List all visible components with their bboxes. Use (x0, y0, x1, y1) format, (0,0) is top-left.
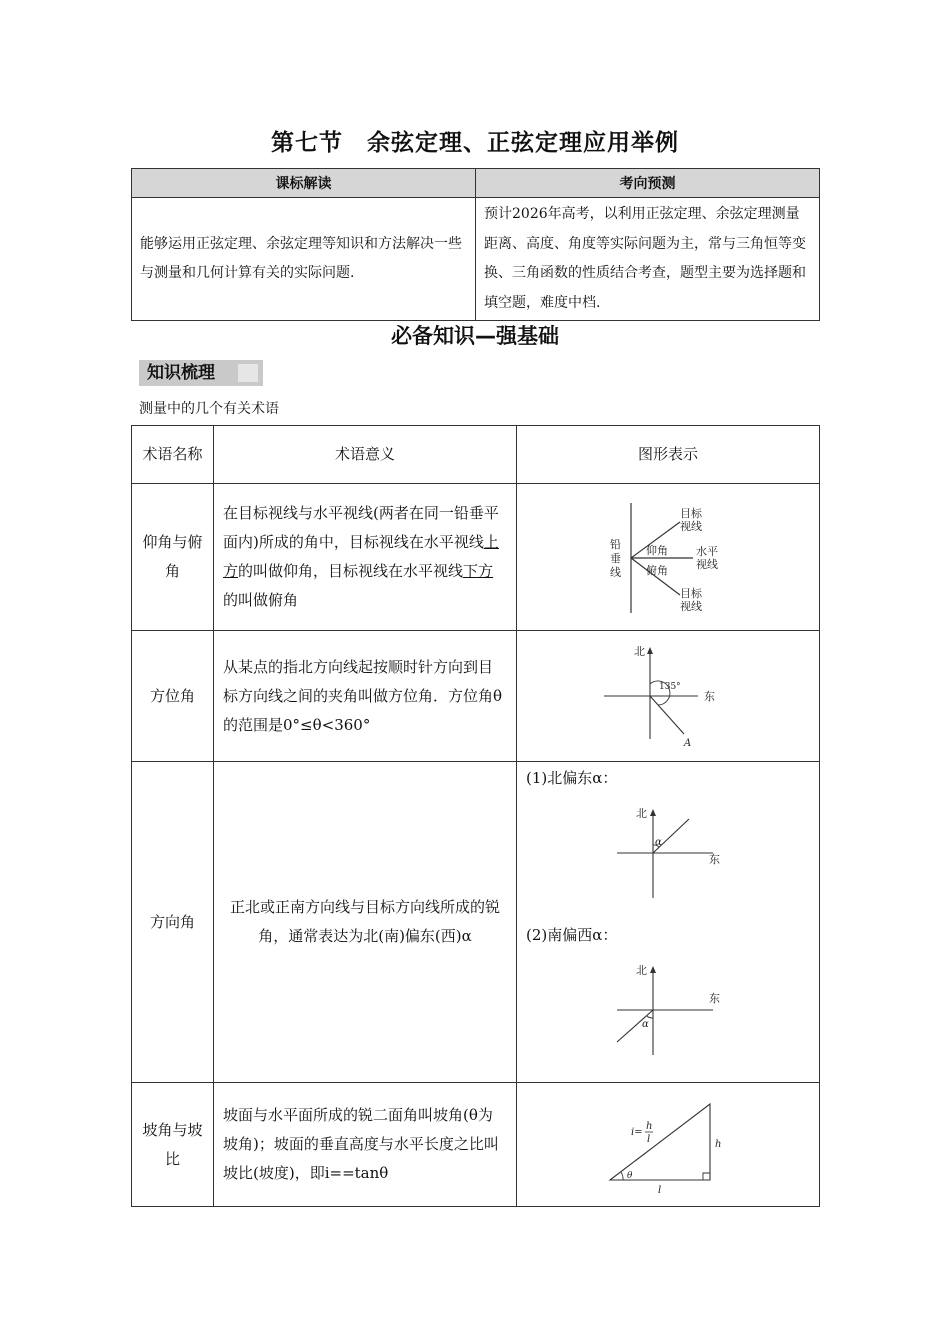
header-curriculum: 课标解读 (132, 169, 476, 198)
theta-label: θ (627, 1171, 633, 1181)
horizontal-2: 视线 (696, 557, 718, 571)
header-term-name: 术语名称 (132, 426, 214, 484)
slope-diagram (598, 1092, 738, 1197)
depression-label: 俯角 (646, 563, 668, 577)
badge-label: 知识梳理 (147, 363, 215, 383)
term-name-bearing: 方位角 (132, 631, 214, 762)
term-desc-bearing: 从某点的指北方向线起按顺时针方向到目标方向线之间的夹角叫做方位角．方位角θ的范围是0°≤θ<360° (214, 631, 517, 762)
plumb-2: 垂 (610, 551, 621, 565)
sw-alpha-label: α (642, 1019, 649, 1030)
figure-slope (517, 1083, 820, 1207)
badge-icon (238, 364, 258, 382)
north-label: 北 (634, 644, 645, 658)
height-label: h (715, 1139, 722, 1150)
header-term-figure: 图形表示 (517, 426, 820, 484)
term-desc-slope: 坡面与水平面所成的锐二面角叫坡角(θ为坡角)；坡面的垂直高度与水平长度之比叫坡比(坡度)，即i==tanθ (214, 1083, 517, 1207)
north-arrow-icon (647, 647, 653, 654)
target-bottom-1: 目标 (680, 586, 702, 600)
sw-east-label: 东 (709, 992, 720, 1005)
sw-north-label: 北 (636, 964, 647, 977)
sw-north-arrow-icon (650, 966, 656, 973)
term-name-slope: 坡角与坡比 (132, 1083, 214, 1207)
figure-direction (517, 762, 820, 1083)
figure-elevation (517, 484, 820, 631)
header-term-meaning: 术语意义 (214, 426, 517, 484)
plumb-1: 铅 (610, 537, 621, 551)
knowledge-badge (139, 360, 263, 386)
length-label: l (658, 1185, 662, 1196)
bearing-diagram (598, 639, 738, 754)
page-title: 第七节 余弦定理、正弦定理应用举例 (271, 130, 679, 156)
point-a-label: A (684, 737, 692, 749)
ne-east-label: 东 (709, 853, 720, 866)
theta-arc (621, 1172, 623, 1180)
right-angle-mark (703, 1173, 710, 1180)
elevation-diagram (598, 495, 738, 620)
plumb-3: 线 (610, 565, 621, 579)
target-top-1: 目标 (680, 506, 702, 520)
term-name-direction: 方向角 (132, 762, 214, 1083)
section-title: 必备知识—强基础 (391, 324, 559, 348)
term-desc-direction: 正北或正南方向线与目标方向线所成的锐角，通常表达为北(南)偏东(西)α (214, 762, 517, 1083)
slope-ratio-h: h (646, 1121, 653, 1132)
ne-north-arrow-icon (650, 809, 656, 816)
ne-north-label: 北 (636, 807, 647, 820)
north-east-diagram (603, 793, 733, 903)
target-bottom-2: 视线 (680, 599, 702, 613)
header-forecast: 考向预测 (476, 169, 820, 198)
fig2-caption: (2)南偏西α： (526, 926, 618, 944)
term-name-elevation: 仰角与俯角 (132, 484, 214, 631)
slope-ratio-i: i= (631, 1127, 643, 1138)
term-desc-elevation: 在目标视线与水平视线(两者在同一铅垂平面内)所成的角中，目标视线在水平视线上方的叫做仰角，目标视线在水平视线下方的叫做俯角 (214, 484, 517, 631)
south-west-diagram (603, 950, 733, 1060)
elevation-label: 仰角 (646, 543, 668, 557)
figure-bearing (517, 631, 820, 762)
east-label: 东 (704, 689, 715, 703)
slope-ratio-l: l (647, 1134, 651, 1145)
bearing-line (650, 696, 684, 734)
sw-arc (647, 1016, 653, 1018)
slope-triangle (610, 1104, 710, 1180)
ne-alpha-label: α (655, 837, 662, 848)
underline-below: 下方 (463, 562, 494, 580)
intro-table (131, 168, 820, 321)
angle-label: 135° (659, 681, 681, 692)
underline-above: 上方 (223, 533, 499, 580)
target-top-2: 视线 (680, 519, 702, 533)
subtitle: 测量中的几个有关术语 (139, 401, 279, 417)
horizontal-1: 水平 (696, 544, 718, 558)
terms-table (131, 425, 820, 1207)
forecast-text: 预计2026年高考，以利用正弦定理、余弦定理测量距离、高度、角度等实际问题为主，常与三角恒等变换、三角函数的性质结合考查，题型主要为选择题和填空题，难度中档. (476, 198, 820, 321)
fig1-caption: (1)北偏东α： (526, 769, 618, 787)
curriculum-text: 能够运用正弦定理、余弦定理等知识和方法解决一些与测量和几何计算有关的实际问题. (132, 198, 476, 321)
